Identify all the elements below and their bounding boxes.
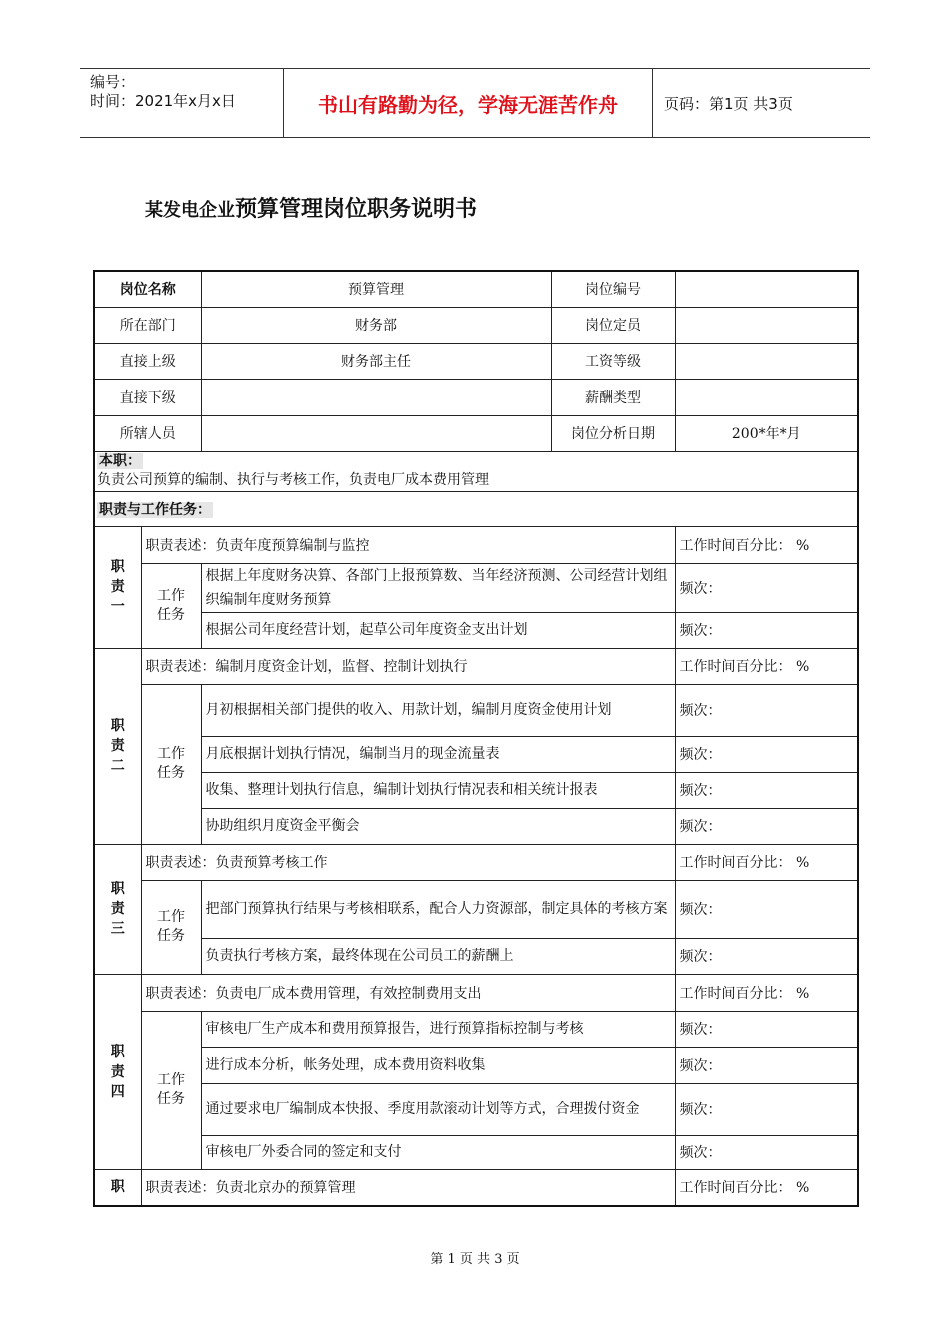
info-row: [94, 271, 858, 307]
header-page-info: 页码：第1页 共3页: [664, 94, 793, 113]
department-label: 所在部门: [94, 307, 201, 343]
department-value: 财务部: [201, 307, 551, 343]
duty-2-task-1-freq: 频次：: [675, 684, 858, 736]
duty-2-task-3-freq: 频次：: [675, 772, 858, 808]
title-prefix: 某发电企业: [145, 200, 235, 221]
task-row: [94, 1135, 858, 1169]
duty-2-pct: 工作时间百分比： %: [675, 648, 858, 684]
duty-2-work-task-label: 工作 任务: [141, 684, 201, 844]
duty-2-task-2: 月底根据计划执行情况，编制当月的现金流量表: [201, 736, 675, 772]
page-header: [80, 68, 870, 138]
main-duty-label: 本职：: [99, 453, 141, 469]
info-row: [94, 307, 858, 343]
position-code-label: 岗位编号: [551, 271, 675, 307]
duty-3-task-1: 把部门预算执行结果与考核相联系，配合人力资源部，制定具体的考核方案: [201, 880, 675, 938]
job-description-table: [93, 270, 859, 1207]
task-row: [94, 808, 858, 844]
duty-5-desc-row: [94, 1169, 858, 1206]
task-row: [94, 684, 858, 736]
analysis-date-value: 200*年*月: [675, 415, 858, 451]
task-row: [94, 1047, 858, 1083]
task-row: [94, 1083, 858, 1135]
duty-3-desc-row: [94, 844, 858, 880]
headcount-value: [675, 307, 858, 343]
salary-grade-value: [675, 343, 858, 379]
duties-label: 职责与工作任务：: [99, 501, 211, 518]
pay-type-value: [675, 379, 858, 415]
duty-4-task-1: 审核电厂生产成本和费用预算报告，进行预算指标控制与考核: [201, 1011, 675, 1047]
subordinate-value: [201, 379, 551, 415]
subordinate-label: 直接下级: [94, 379, 201, 415]
headcount-label: 岗位定员: [551, 307, 675, 343]
duty-1-task-2-freq: 频次：: [675, 612, 858, 648]
duty-1-task-2: 根据公司年度经营计划，起草公司年度资金支出计划: [201, 612, 675, 648]
salary-grade-label: 工资等级: [551, 343, 675, 379]
duty-5-title: 职: [94, 1169, 141, 1206]
main-duty-text: 负责公司预算的编制、执行与考核工作，负责电厂成本费用管理: [97, 472, 489, 488]
staff-value: [201, 415, 551, 451]
duty-1-task-1-freq: 频次：: [675, 563, 858, 612]
duty-3-task-1-freq: 频次：: [675, 880, 858, 938]
duty-4-desc: 职责表述：负责电厂成本费用管理，有效控制费用支出: [141, 974, 675, 1011]
duty-2-desc: 职责表述：编制月度资金计划，监督、控制计划执行: [141, 648, 675, 684]
duties-header-cell: [94, 491, 858, 526]
duty-5-desc: 职责表述：负责北京办的预算管理: [141, 1169, 675, 1206]
duty-4-work-task-label: 工作 任务: [141, 1011, 201, 1169]
task-row: [94, 938, 858, 974]
duty-4-pct: 工作时间百分比： %: [675, 974, 858, 1011]
duty-5-pct: 工作时间百分比： %: [675, 1169, 858, 1206]
position-name-label: 岗位名称: [94, 271, 201, 307]
duty-1-desc-row: [94, 526, 858, 563]
info-row: [94, 415, 858, 451]
duty-3-desc: 职责表述：负责预算考核工作: [141, 844, 675, 880]
doc-time-label: 时间：2021年x月x日: [90, 92, 236, 110]
header-meta: [80, 69, 283, 137]
task-row: [94, 563, 858, 612]
task-row: [94, 1011, 858, 1047]
duty-2-title: 职 责 二: [94, 648, 141, 844]
duty-4-task-2: 进行成本分析，帐务处理，成本费用资料收集: [201, 1047, 675, 1083]
header-motto: 书山有路勤为径，学海无涯苦作舟: [283, 69, 653, 137]
duty-2-task-1: 月初根据相关部门提供的收入、用款计划，编制月度资金使用计划: [201, 684, 675, 736]
task-row: [94, 612, 858, 648]
page-footer: 第 1 页 共 3 页: [430, 1252, 520, 1267]
supervisor-label: 直接上级: [94, 343, 201, 379]
duty-4-desc-row: [94, 974, 858, 1011]
duty-4-task-4: 审核电厂外委合同的签定和支付: [201, 1135, 675, 1169]
duties-header-row: [94, 491, 858, 526]
duty-2-task-2-freq: 频次：: [675, 736, 858, 772]
pay-type-label: 薪酬类型: [551, 379, 675, 415]
duty-4-task-3-freq: 频次：: [675, 1083, 858, 1135]
analysis-date-label: 岗位分析日期: [551, 415, 675, 451]
duty-2-desc-row: [94, 648, 858, 684]
supervisor-value: 财务部主任: [201, 343, 551, 379]
duty-1-work-task-label: 工作 任务: [141, 563, 201, 648]
duty-2-task-4-freq: 频次：: [675, 808, 858, 844]
duty-3-pct: 工作时间百分比： %: [675, 844, 858, 880]
position-code-value: [675, 271, 858, 307]
task-row: [94, 880, 858, 938]
duty-1-pct: 工作时间百分比： %: [675, 526, 858, 563]
info-row: [94, 343, 858, 379]
position-name-value: 预算管理: [201, 271, 551, 307]
document-title: [145, 192, 477, 223]
info-row: [94, 379, 858, 415]
main-duty-cell: [94, 451, 858, 491]
duty-3-task-2-freq: 频次：: [675, 938, 858, 974]
duty-4-task-1-freq: 频次：: [675, 1011, 858, 1047]
title-main: 预算管理岗位职务说明书: [235, 197, 478, 222]
staff-label: 所辖人员: [94, 415, 201, 451]
duty-4-task-3: 通过要求电厂编制成本快报、季度用款滚动计划等方式，合理拨付资金: [201, 1083, 675, 1135]
duty-3-title: 职 责 三: [94, 844, 141, 974]
task-row: [94, 736, 858, 772]
duty-4-task-4-freq: 频次：: [675, 1135, 858, 1169]
duty-1-task-1: 根据上年度财务决算、各部门上报预算数、当年经济预测、公司经营计划组织编制年度财务预算: [201, 563, 675, 612]
task-row: [94, 772, 858, 808]
duty-2-task-4: 协助组织月度资金平衡会: [201, 808, 675, 844]
duty-1-desc: 职责表述：负责年度预算编制与监控: [141, 526, 675, 563]
duty-3-task-2: 负责执行考核方案，最终体现在公司员工的薪酬上: [201, 938, 675, 974]
duty-2-task-3: 收集、整理计划执行信息，编制计划执行情况表和相关统计报表: [201, 772, 675, 808]
duty-4-task-2-freq: 频次：: [675, 1047, 858, 1083]
duty-3-work-task-label: 工作 任务: [141, 880, 201, 974]
main-duty-row: [94, 451, 858, 491]
duty-4-title: 职 责 四: [94, 974, 141, 1169]
duty-1-title: 职 责 一: [94, 526, 141, 648]
doc-code-label: 编号：: [90, 73, 136, 91]
